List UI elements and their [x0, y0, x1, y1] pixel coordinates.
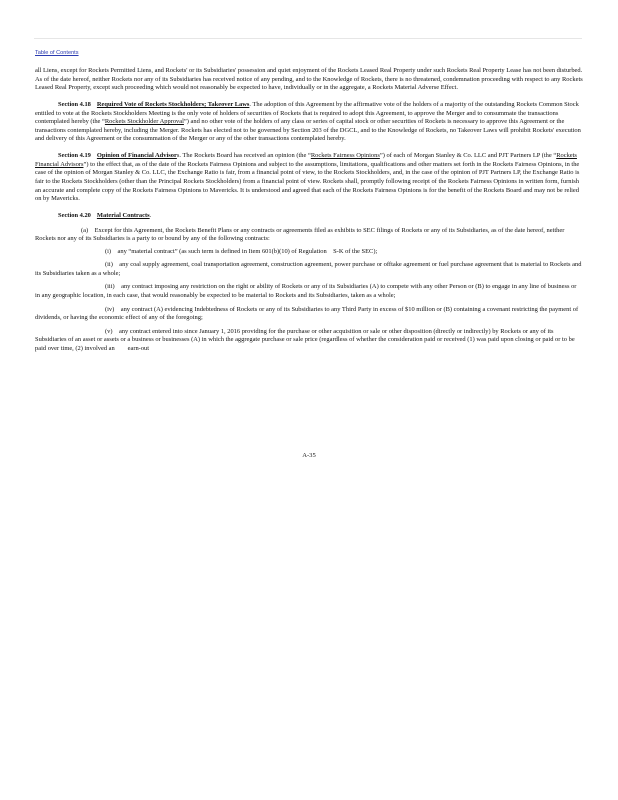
section-text: ”) and no other vote of the holders of any class or series of capital stock or other securities of Rockets is necessary to approve this Agreement or the transactions contemplated hereby, including the Merger. Rockets has elected not to be governed by Section 203 of the DGCL, and to the Knowledge of Rockets, no Takeover Laws will prohibit Rockets' execution and delivery of this Agreement or the consummation of the Merger or any of the other transactions contemplated hereby.: [35, 118, 581, 143]
contract-item-v: (v) any contract entered into since January 1, 2016 providing for the purchase or other acquisition or sale or other disposition (directly or indirectly) by Rockets or any of its Subsidiaries of an asset or assets or a business or businesses (A) in which the aggregate purchase or sale price (regardless of whether the consideration paid or received (1) was paid upon closing or paid or to be paid over time, (2) involved an earn-out: [35, 327, 575, 352]
defined-term: Rockets Stockholder Approval: [104, 118, 184, 126]
intro-paragraph: all Liens, except for Rockets Permitted Liens, and Rockets' or its Subsidiaries' possession and quiet enjoyment of the Rockets Leased Real Property under such Rockets Real Property Lease has not been disturbed. As of the date hereof, neither Rockets nor any of its Subsidiaries has received notice of any pending, and to the Knowledge of Rockets, there is no threatened, condemnation proceeding with respect to any Rockets Leased Real Property, except such proceeding which would not reasonably be expected to have, individually or in the aggregate, a Rockets Material Adverse Effect.: [35, 67, 583, 92]
section-title: Opinion of Financial Advisor: [96, 152, 177, 160]
section-4-18: [35, 101, 583, 144]
section-number: Section 4.19: [58, 152, 91, 160]
section-text: ”) to the effect that, as of the date of the Rockets Fairness Opinions and subject to the assumptions, limitations, qualifications and other matters set forth in the Rockets Fairness Opinions, in the case of the opinion of Morgan Stanley & Co. LLC, the Exchange Ratio is fair, from a financial point of view, to the Rockets Stockholders, and, in the case of the opinion of PJT Partners LP, the Exchange Ratio is fair to the Rockets Stockholders (other than the Principal Rockets Stockholders) from a financial point of view. Rockets shall, promptly following receipt of the Rockets Fairness Opinions in written form, furnish an accurate and complete copy of the Rockets Fairness Opinions to Mavericks. It is understood and agreed that each of the Rockets Fairness Opinions is for the benefit of the Rockets Board and may not be relied on by Mavericks.: [35, 160, 580, 203]
section-text: ”) of each of Morgan Stanley & Co. LLC and PJT Partners LP (the “: [379, 152, 557, 160]
section-4-19: [35, 152, 583, 203]
section-4-20-subsection-a: (a) Except for this Agreement, the Rockets Benefit Plans or any contracts or agreements filed as exhibits to SEC filings of Rockets or any of its Subsidiaries, as of the date hereof, neither Rockets nor any of its Subsidiaries is a party to or bound by any of the following contracts:: [35, 226, 565, 243]
section-text: . The adoption of this Agreement by the affirmative vote of the holders of a majority of the outstanding Rockets Common Stock entitled to vote at the Rockets Stockholders Meeting is the only vote of holders of securities of Rockets that is required to adopt this Agreement, to approve the Merger and to consummate the transactions contemplated hereby (the “: [35, 101, 579, 126]
section-title: Required Vote of Rockets Stockholders; Takeover Laws: [96, 101, 250, 109]
section-title-suffix: .: [149, 212, 152, 220]
defined-term: Rockets Financial Advisors: [35, 152, 577, 168]
section-number: Section 4.18: [58, 101, 91, 109]
section-4-20-heading: [35, 212, 583, 221]
contract-item-ii: (ii) any coal supply agreement, coal transportation agreement, construction agreement, power purchase or offtake agreement or fuel purchase agreement that is material to Rockets and its Subsidiaries taken as a whole;: [35, 261, 582, 277]
contract-item-i: (i) any “material contract” (as such term is defined in Item 601(b)(10) of Regulation S-K of the SEC);: [105, 247, 378, 255]
section-title: Material Contracts: [96, 212, 150, 220]
defined-term: Rockets Fairness Opinions: [310, 152, 380, 160]
document-body: [35, 67, 583, 358]
header-rule: [34, 38, 582, 39]
section-number: Section 4.20: [58, 212, 91, 220]
section-text: s. The Rockets Board has received an opinion (the “: [176, 152, 311, 160]
contract-item-iv: (iv) any contract (A) evidencing Indebtedness of Rockets or any of its Subsidiaries to any Third Party in excess of $10 million or (B) containing a covenant restricting the payment of dividends, or having the economic effect of any of the foregoing;: [35, 305, 579, 322]
table-of-contents-link[interactable]: Table of Contents: [35, 50, 79, 56]
page-number: A-35: [302, 452, 316, 459]
contract-item-iii: (iii) any contract imposing any restriction on the right or ability of Rockets or any of its Subsidiaries (A) to compete with any other Person or (B) to engage in any line of business or in any geographic location, in each case, that would reasonably be expected to be material to Rockets and its Subsidiaries, taken as a whole;: [35, 283, 577, 299]
